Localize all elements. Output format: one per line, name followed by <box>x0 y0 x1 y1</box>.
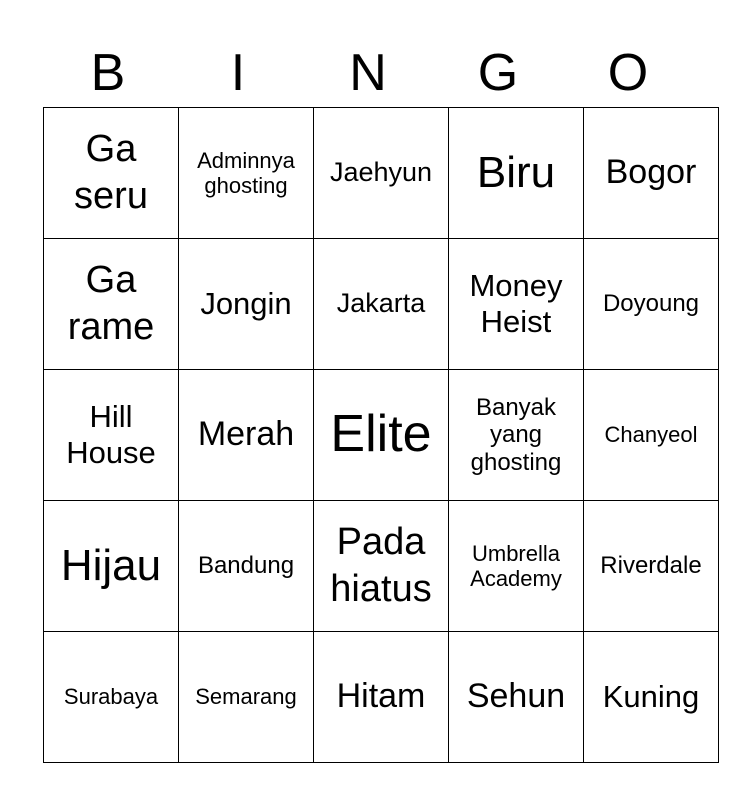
bingo-cell[interactable]: Merah <box>179 370 314 501</box>
bingo-grid <box>43 107 719 763</box>
bingo-cell[interactable]: Pada hiatus <box>314 501 449 632</box>
bingo-cell[interactable]: Banyak yang ghosting <box>449 370 584 501</box>
bingo-cell[interactable]: Ga seru <box>44 108 179 239</box>
bingo-header <box>43 38 693 108</box>
grid-row <box>44 501 719 632</box>
bingo-cell[interactable]: Jakarta <box>314 239 449 370</box>
bingo-cell[interactable]: Sehun <box>449 632 584 763</box>
grid-row <box>44 370 719 501</box>
header-letter-b: B <box>90 44 126 102</box>
bingo-cell[interactable]: Ga rame <box>44 239 179 370</box>
bingo-cell[interactable]: Umbrella Academy <box>449 501 584 632</box>
bingo-cell[interactable]: Money Heist <box>449 239 584 370</box>
header-letter-o: O <box>607 44 649 102</box>
bingo-cell[interactable]: Bogor <box>584 108 719 239</box>
bingo-cell[interactable]: Chanyeol <box>584 370 719 501</box>
bingo-cell[interactable]: Bandung <box>179 501 314 632</box>
bingo-cell[interactable]: Jaehyun <box>314 108 449 239</box>
bingo-cell[interactable]: Hill House <box>44 370 179 501</box>
bingo-cell[interactable]: Jongin <box>179 239 314 370</box>
bingo-cell[interactable]: Kuning <box>584 632 719 763</box>
bingo-cell[interactable]: Hitam <box>314 632 449 763</box>
bingo-cell[interactable]: Hijau <box>44 501 179 632</box>
header-letter-n: N <box>349 44 387 102</box>
grid-row <box>44 108 719 239</box>
bingo-cell[interactable]: Semarang <box>179 632 314 763</box>
grid-row <box>44 632 719 763</box>
bingo-cell[interactable]: Doyoung <box>584 239 719 370</box>
header-letter-i: I <box>230 44 246 102</box>
bingo-cell[interactable]: Elite <box>314 370 449 501</box>
grid-row <box>44 239 719 370</box>
bingo-cell[interactable]: Surabaya <box>44 632 179 763</box>
bingo-cell[interactable]: Riverdale <box>584 501 719 632</box>
bingo-cell[interactable]: Biru <box>449 108 584 239</box>
header-letter-g: G <box>477 44 519 102</box>
bingo-cell[interactable]: Adminnya ghosting <box>179 108 314 239</box>
